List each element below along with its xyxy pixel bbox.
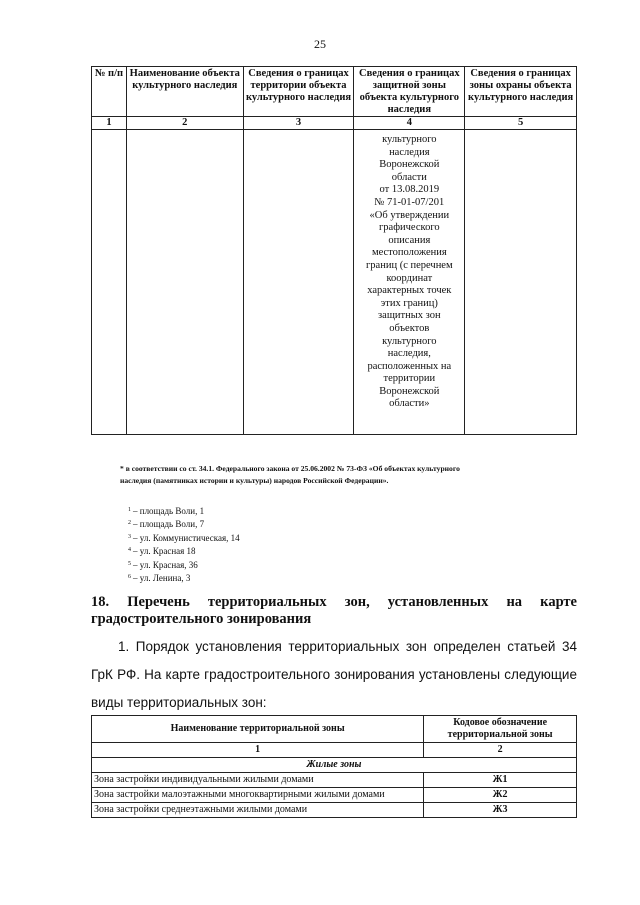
table-row [92, 788, 577, 803]
footnote-mark: 2 [128, 520, 131, 527]
column-number: 5 [465, 117, 577, 130]
section-heading-line: градостроительного зонирования [91, 611, 312, 627]
section-heading-line: 18. Перечень территориальных зон, установленных на карте [91, 594, 577, 610]
column-number: 1 [92, 743, 424, 758]
table-row [92, 130, 577, 435]
zone-code: Ж3 [424, 803, 577, 818]
footnote-mark: 4 [128, 547, 131, 554]
cell-line: координат [386, 272, 433, 284]
cell-line: культурного [382, 335, 437, 347]
section-heading [91, 594, 577, 628]
table-header-row [92, 67, 577, 117]
cell-line: объектов [389, 322, 430, 334]
column-number: 2 [424, 743, 577, 758]
column-number: 2 [126, 117, 243, 130]
cell-line: характерных точек [367, 285, 452, 297]
footnote [128, 571, 240, 584]
footnote [128, 544, 240, 557]
column-number: 4 [354, 117, 465, 130]
cell-line: наследия, [387, 348, 431, 360]
cell-line: этих границ) [380, 297, 438, 309]
zone-name: Зона застройки индивидуальными жилыми домами [92, 773, 424, 788]
footnote-text: – площадь Воли, 1 [133, 506, 205, 516]
cell-line: от 13.08.2019 [379, 184, 440, 196]
column-number-row [92, 743, 577, 758]
cell-line: «Об утверждении [369, 209, 450, 221]
col-header-territory-bounds: Сведения о границах территории объекта культурного наследия [243, 67, 354, 117]
paragraph-line: ГрК РФ. На карте градостроительного зонирования установлены следующие [91, 667, 577, 682]
table-cell [126, 130, 243, 435]
footnote-mark: 3 [128, 533, 131, 540]
cell-line: местоположения [371, 247, 447, 259]
footnote-text: – ул. Красная, 36 [133, 559, 198, 570]
zone-code: Ж1 [424, 773, 577, 788]
paragraph-line: виды территориальных зон: [91, 695, 267, 710]
cell-line: границ (с перечнем [366, 259, 453, 271]
paragraph-line: 1. Порядок установления территориальных зон определен статьей 34 [118, 639, 577, 654]
col-header-object-name: Наименование объекта культурного наследия [126, 67, 243, 117]
table-row [92, 803, 577, 818]
footnote-text: – ул. Ленина, 3 [133, 573, 191, 584]
cell-line: Воронежской [379, 159, 440, 171]
group-label: Жилые зоны [92, 758, 577, 773]
zone-name: Зона застройки малоэтажными многоквартирными жилыми домами [92, 788, 424, 803]
footnote [128, 558, 240, 571]
cell-line: территории [383, 373, 436, 385]
footnote-text: – площадь Воли, 7 [133, 519, 205, 530]
cell-line: графического [379, 222, 440, 234]
col-header-protective-zone: Сведения о границах защитной зоны объекта культурного наследия [354, 67, 465, 117]
footnote [128, 504, 240, 517]
table-row [92, 773, 577, 788]
cell-line: культурного [382, 134, 437, 145]
cell-line: области [391, 171, 427, 183]
page-number: 25 [314, 37, 326, 51]
territorial-zones-table [91, 715, 577, 818]
footnotes [128, 504, 240, 584]
zone-code: Ж2 [424, 788, 577, 803]
column-number: 3 [243, 117, 354, 130]
col-header-zone-name: Наименование территориальной зоны [92, 716, 424, 743]
footnote-mark: 5 [128, 560, 131, 567]
cell-line: описания [388, 234, 431, 246]
table-note-line: наследия (памятниках истории и культуры) народов Российской Федерации». [120, 476, 389, 485]
cell-line: наследия [389, 146, 430, 158]
footnote-text: – ул. Коммунистическая, 14 [133, 532, 240, 543]
col-header-number: № п/п [92, 67, 127, 117]
column-number-row [92, 117, 577, 130]
protective-zone-continuation-cell [354, 130, 465, 435]
footnote [128, 517, 240, 530]
table-cell [92, 130, 127, 435]
cultural-heritage-table [91, 66, 577, 435]
footnote [128, 531, 240, 544]
group-row [92, 758, 577, 773]
cell-line: № 71-01-07/201 [374, 196, 445, 208]
cell-line: области» [389, 398, 430, 410]
cell-line: защитных зон [378, 310, 441, 322]
section-paragraph [91, 633, 577, 717]
table-note-line: * в соответствии со ст. 34.1. Федерального закона от 25.06.2002 № 73-ФЗ «Об объектах культурного [120, 464, 460, 473]
col-header-protection-zone: Сведения о границах зоны охраны объекта культурного наследия [465, 67, 577, 117]
col-header-zone-code: Кодовое обозначение территориальной зоны [424, 716, 577, 743]
table-cell [465, 130, 577, 435]
table-note [120, 463, 600, 487]
cell-line: расположенных на [367, 360, 452, 372]
footnote-text: – ул. Красная 18 [133, 546, 196, 557]
table-header-row [92, 716, 577, 743]
footnote-mark: 6 [128, 574, 131, 581]
column-number: 1 [92, 117, 127, 130]
footnote-mark: 1 [128, 507, 131, 513]
cell-line: Воронежской [379, 385, 440, 397]
table-cell [243, 130, 354, 435]
zone-name: Зона застройки среднеэтажными жилыми домами [92, 803, 424, 818]
